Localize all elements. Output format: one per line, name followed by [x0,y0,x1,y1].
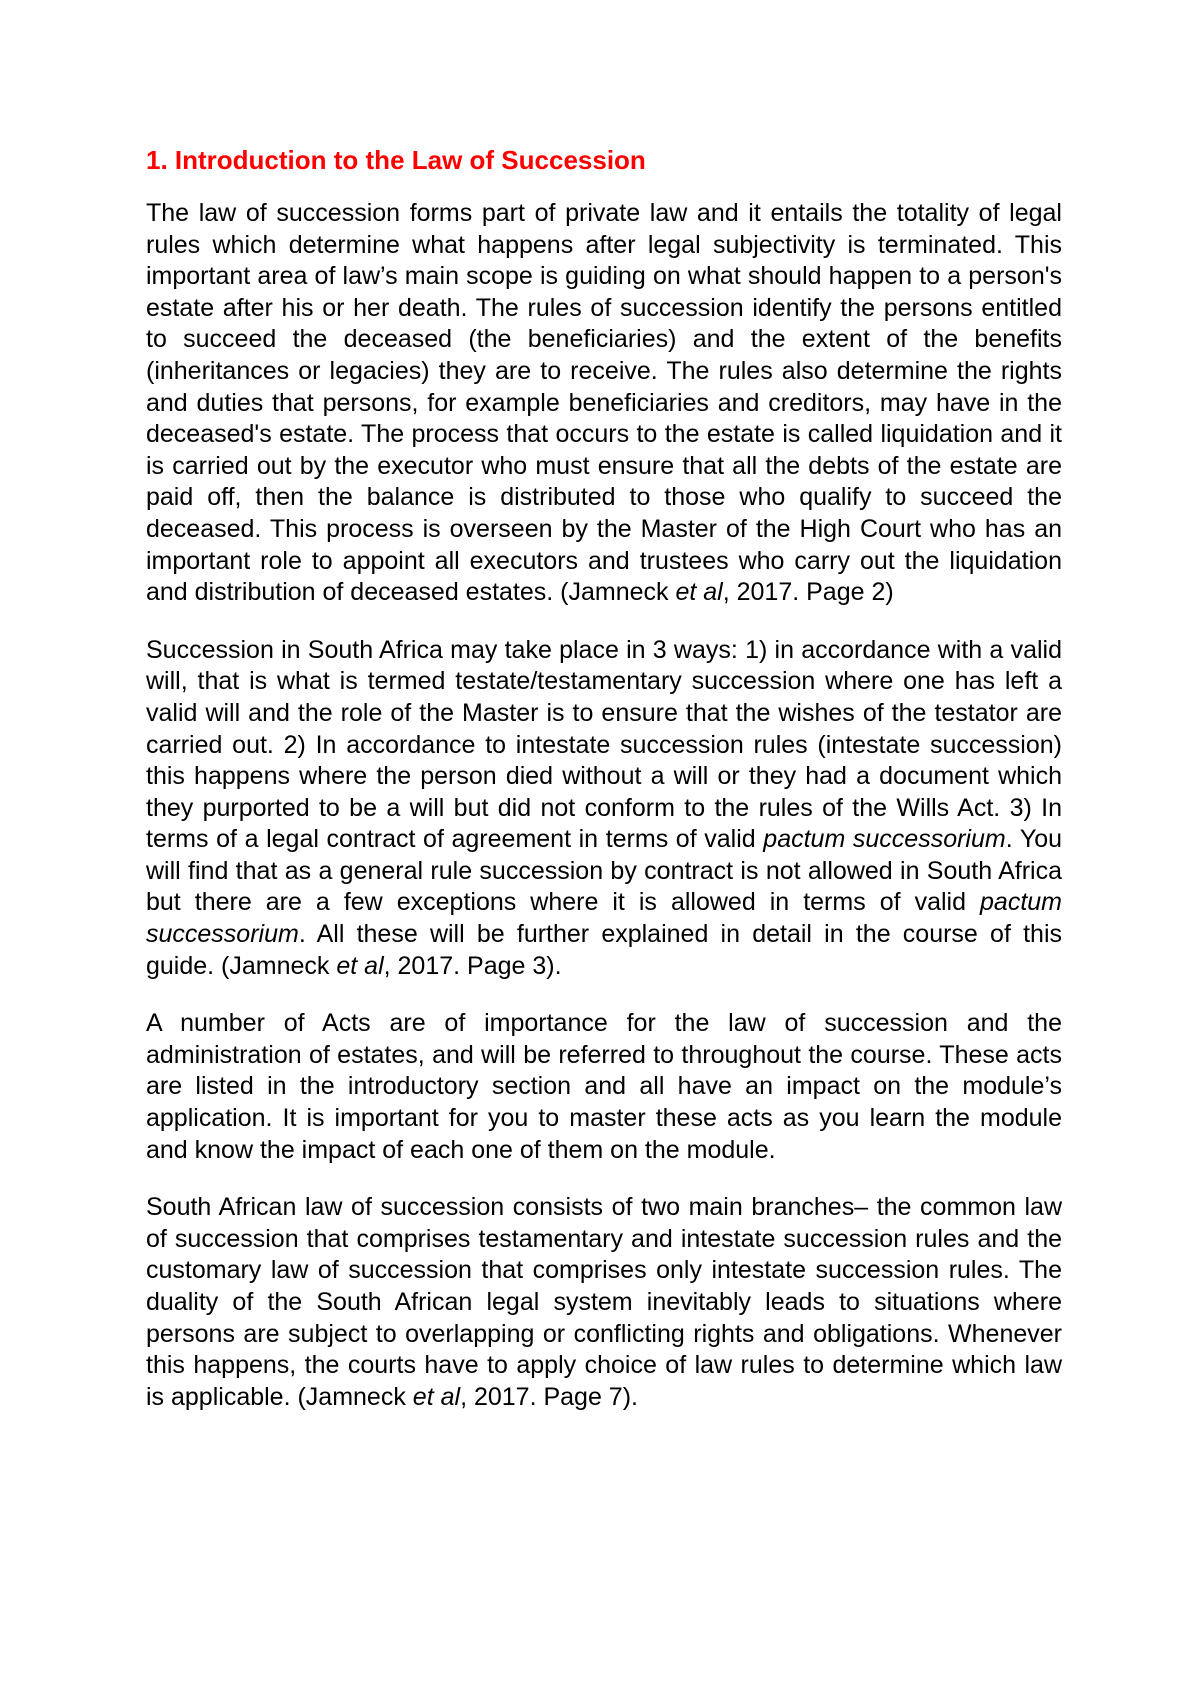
paragraph-text: , 2017. Page 2) [722,578,894,607]
paragraph-text: . You will find that as a general rule succession by contract is not allowed in South Africa but there are a few exceptions where it is allowed in terms of valid [146,825,1063,917]
citation-et-al: et al [336,951,384,980]
paragraph-succession-ways [146,635,1062,983]
paragraph-acts: A number of Acts are of importance for the law of succession and the administration of estates, and will be referred to throughout the course. These acts are listed in the introductory section and all have an impact on the module’s application. It is important for you to master these acts as you learn the module and know the impact of each one of them on the module. [146,1009,1062,1164]
citation-et-al: et al [412,1382,461,1411]
paragraph-text: Succession in South Africa may take place in 3 ways: 1) in accordance with a valid will, that is what is termed testate/testamentary succession where one has left a valid will and the role of the Master is to ensure that the wishes of the testator are carried out. 2) In accordance to intestate succession rules (intestate succession) this happens where the person died without a will or they had a document which they purported to be a will but did not conform to the rules of the Wills Act. 3) In terms of a legal contract of agreement in terms of valid [146,635,1062,854]
paragraph-text: , 2017. Page 7). [460,1382,638,1411]
document-page [146,144,1062,1413]
paragraph-text: . All these will be further explained in detail in the course of this guide. (Jamneck [146,920,1062,980]
citation-et-al: et al [675,578,723,607]
paragraph-text: South African law of succession consists of two main branches– the common law of succession that comprises testamentary and intestate succession rules and the customary law of succession that comprises only intestate succession rules. The duality of the South African legal system inevitably leads to situations where persons are subject to overlapping or conflicting rights and obligations. Whenever this happens, the courts have to apply choice of law rules to determine which law is applicable. (Jamneck [146,1193,1062,1411]
section-heading: 1. Introduction to the Law of Succession [146,145,646,175]
paragraph-text: The law of succession forms part of private law and it entails the totality of legal rules which determine what happens after legal subjectivity is terminated. This important area of law’s main scope is guiding on what should happen to a person's estate after his or her death. The rules of succession identify the persons entitled to succeed the deceased (the beneficiaries) and the extent of the benefits (inheritances or legacies) they are to receive. The rules also determine the rights and duties that persons, for example beneficiaries and creditors, may have in the deceased's estate. The process that occurs to the estate is called liquidation and it is carried out by the executor who must ensure that all the debts of the estate are paid off, then the balance is distributed to those who qualify to succeed the deceased. This process is overseen by the Master of the High Court who has an important role to appoint all executors and trustees who carry out the liquidation and distribution of deceased estates. (Jamneck [146,199,1062,607]
latin-term: pactum successorium [763,825,1006,854]
latin-term: pactum successorium [146,888,1062,949]
paragraph-branches [146,1192,1062,1413]
paragraph-text: , 2017. Page 3). [383,951,562,980]
paragraph-introduction [146,198,1062,609]
